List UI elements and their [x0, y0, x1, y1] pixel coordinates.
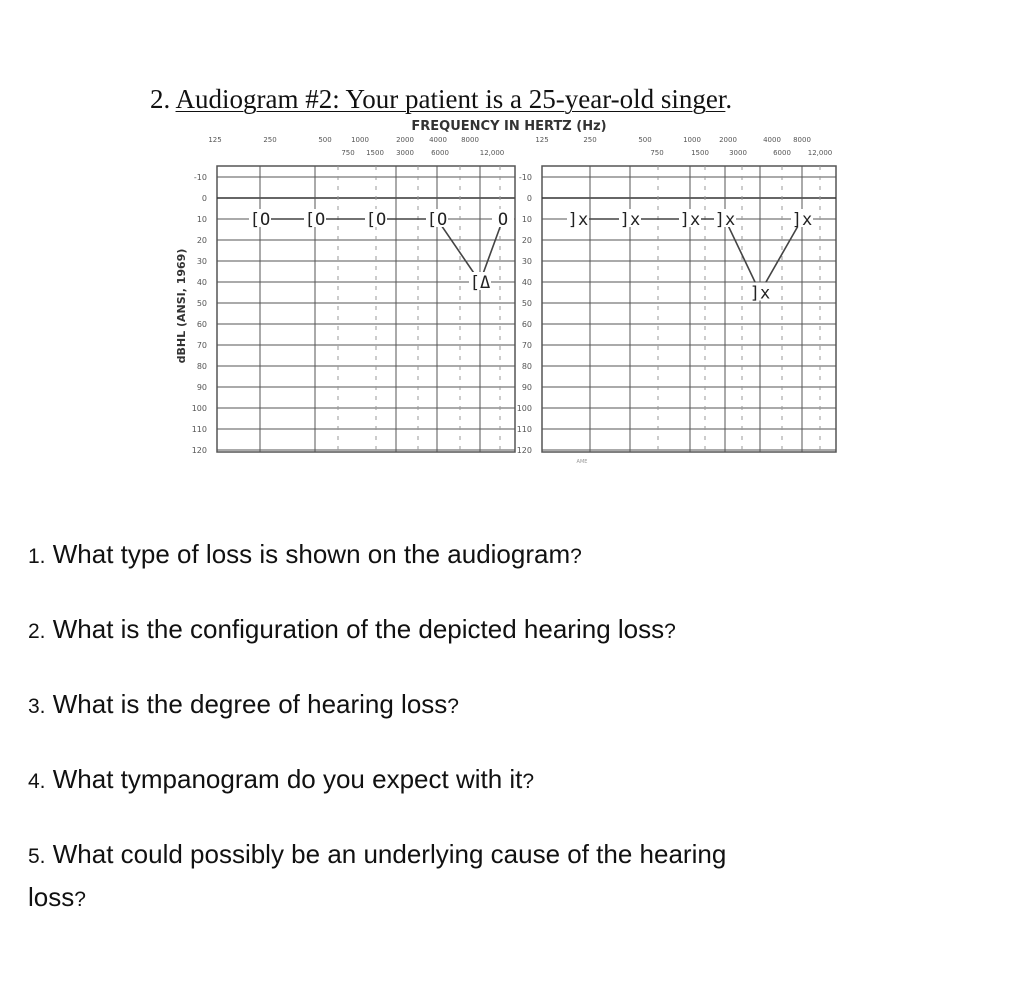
freq-tick-label: 250	[263, 136, 277, 144]
y-tick-label: 70	[196, 341, 207, 350]
right-ear-point: [O	[426, 210, 448, 230]
left-ear-point: ]x	[749, 283, 771, 304]
freq-tick-label: 1500	[366, 149, 384, 157]
freq-tick-label: 12,000	[807, 149, 833, 157]
freq-tick-label: 750	[650, 149, 664, 157]
audiogram-chart	[160, 116, 850, 466]
right-ear-point: [O	[249, 210, 271, 230]
heading-number: 2.	[150, 84, 171, 114]
freq-tick-label: 6000	[431, 149, 449, 157]
left-ear-point: ]x	[714, 210, 736, 230]
left-ear-point: ]x	[567, 210, 589, 230]
y-tick-label: 70	[521, 341, 532, 350]
freq-tick-label: 500	[638, 136, 652, 144]
freq-tick-label: 12,000	[479, 149, 505, 157]
y-tick-label: 80	[196, 362, 207, 371]
right-ear-point: O	[497, 210, 509, 230]
freq-tick-label: 2000	[396, 136, 414, 144]
y-axis-label: dBHL (ANSI, 1969)	[175, 248, 188, 364]
audiogram-panel-frame	[217, 166, 515, 452]
question-5: 5. What could possibly be an underlying cause of the hearing loss?	[28, 839, 727, 912]
freq-tick-label: 250	[583, 136, 597, 144]
y-tick-label: 40	[196, 278, 207, 287]
y-tick-label: 0	[526, 194, 532, 203]
audiogram-panel-frame	[542, 166, 836, 452]
y-tick-label: -10	[193, 173, 207, 182]
freq-tick-label: 1000	[351, 136, 369, 144]
freq-tick-label: 125	[208, 136, 222, 144]
y-tick-label: 110	[191, 425, 207, 434]
stray-mark: AME	[576, 459, 588, 465]
freq-tick-label: 3000	[396, 149, 414, 157]
exercise-heading	[150, 84, 732, 115]
heading-text: Audiogram #2: Your patient is a 25-year-old singer	[175, 84, 726, 114]
question-3: 3. What is the degree of hearing loss?	[28, 689, 459, 719]
y-tick-label: 100	[516, 404, 532, 413]
left-ear-point: ]x	[679, 210, 701, 230]
freq-tick-label: 3000	[729, 149, 747, 157]
y-tick-label: 50	[521, 299, 532, 308]
freq-tick-label: 8000	[461, 136, 479, 144]
freq-tick-label: 750	[341, 149, 355, 157]
right-ear-point: [O	[365, 210, 387, 230]
y-tick-label: 100	[191, 404, 207, 413]
y-tick-label: 120	[516, 446, 532, 455]
left-ear-point: ]x	[791, 210, 813, 230]
question-2: 2. What is the configuration of the depicted hearing loss?	[28, 614, 676, 644]
y-tick-label: 10	[521, 215, 532, 224]
y-tick-label: 90	[196, 383, 207, 392]
freq-tick-label: 8000	[793, 136, 811, 144]
freq-tick-label: 1000	[683, 136, 701, 144]
y-tick-label: 80	[521, 362, 532, 371]
y-tick-label: 30	[521, 257, 532, 266]
y-tick-label: 20	[521, 236, 532, 245]
y-tick-label: 120	[191, 446, 207, 455]
y-tick-label: 40	[521, 278, 532, 287]
y-tick-label: 50	[196, 299, 207, 308]
left-ear-point: ]x	[619, 210, 641, 230]
heading-period: .	[725, 84, 733, 114]
y-tick-label: 30	[196, 257, 207, 266]
y-tick-label: 60	[196, 320, 207, 329]
freq-tick-label: 500	[318, 136, 332, 144]
frequency-axis-title: FREQUENCY IN HERTZ (Hz)	[411, 119, 607, 134]
y-tick-label: -10	[518, 173, 532, 182]
freq-tick-label: 1500	[691, 149, 709, 157]
y-tick-label: 10	[196, 215, 207, 224]
right-ear-point: [Δ	[469, 273, 491, 293]
y-tick-label: 60	[521, 320, 532, 329]
y-tick-label: 110	[516, 425, 532, 434]
right-ear-point: [O	[304, 210, 326, 230]
y-tick-label: 90	[521, 383, 532, 392]
freq-tick-label: 4000	[429, 136, 447, 144]
question-4: 4. What tympanogram do you expect with it?	[28, 764, 535, 794]
freq-tick-label: 6000	[773, 149, 791, 157]
freq-tick-label: 125	[535, 136, 549, 144]
freq-tick-label: 2000	[719, 136, 737, 144]
y-tick-label: 20	[196, 236, 207, 245]
freq-tick-label: 4000	[763, 136, 781, 144]
y-tick-label: 0	[201, 194, 207, 203]
question-1: 1. What type of loss is shown on the audiogram?	[28, 539, 582, 569]
